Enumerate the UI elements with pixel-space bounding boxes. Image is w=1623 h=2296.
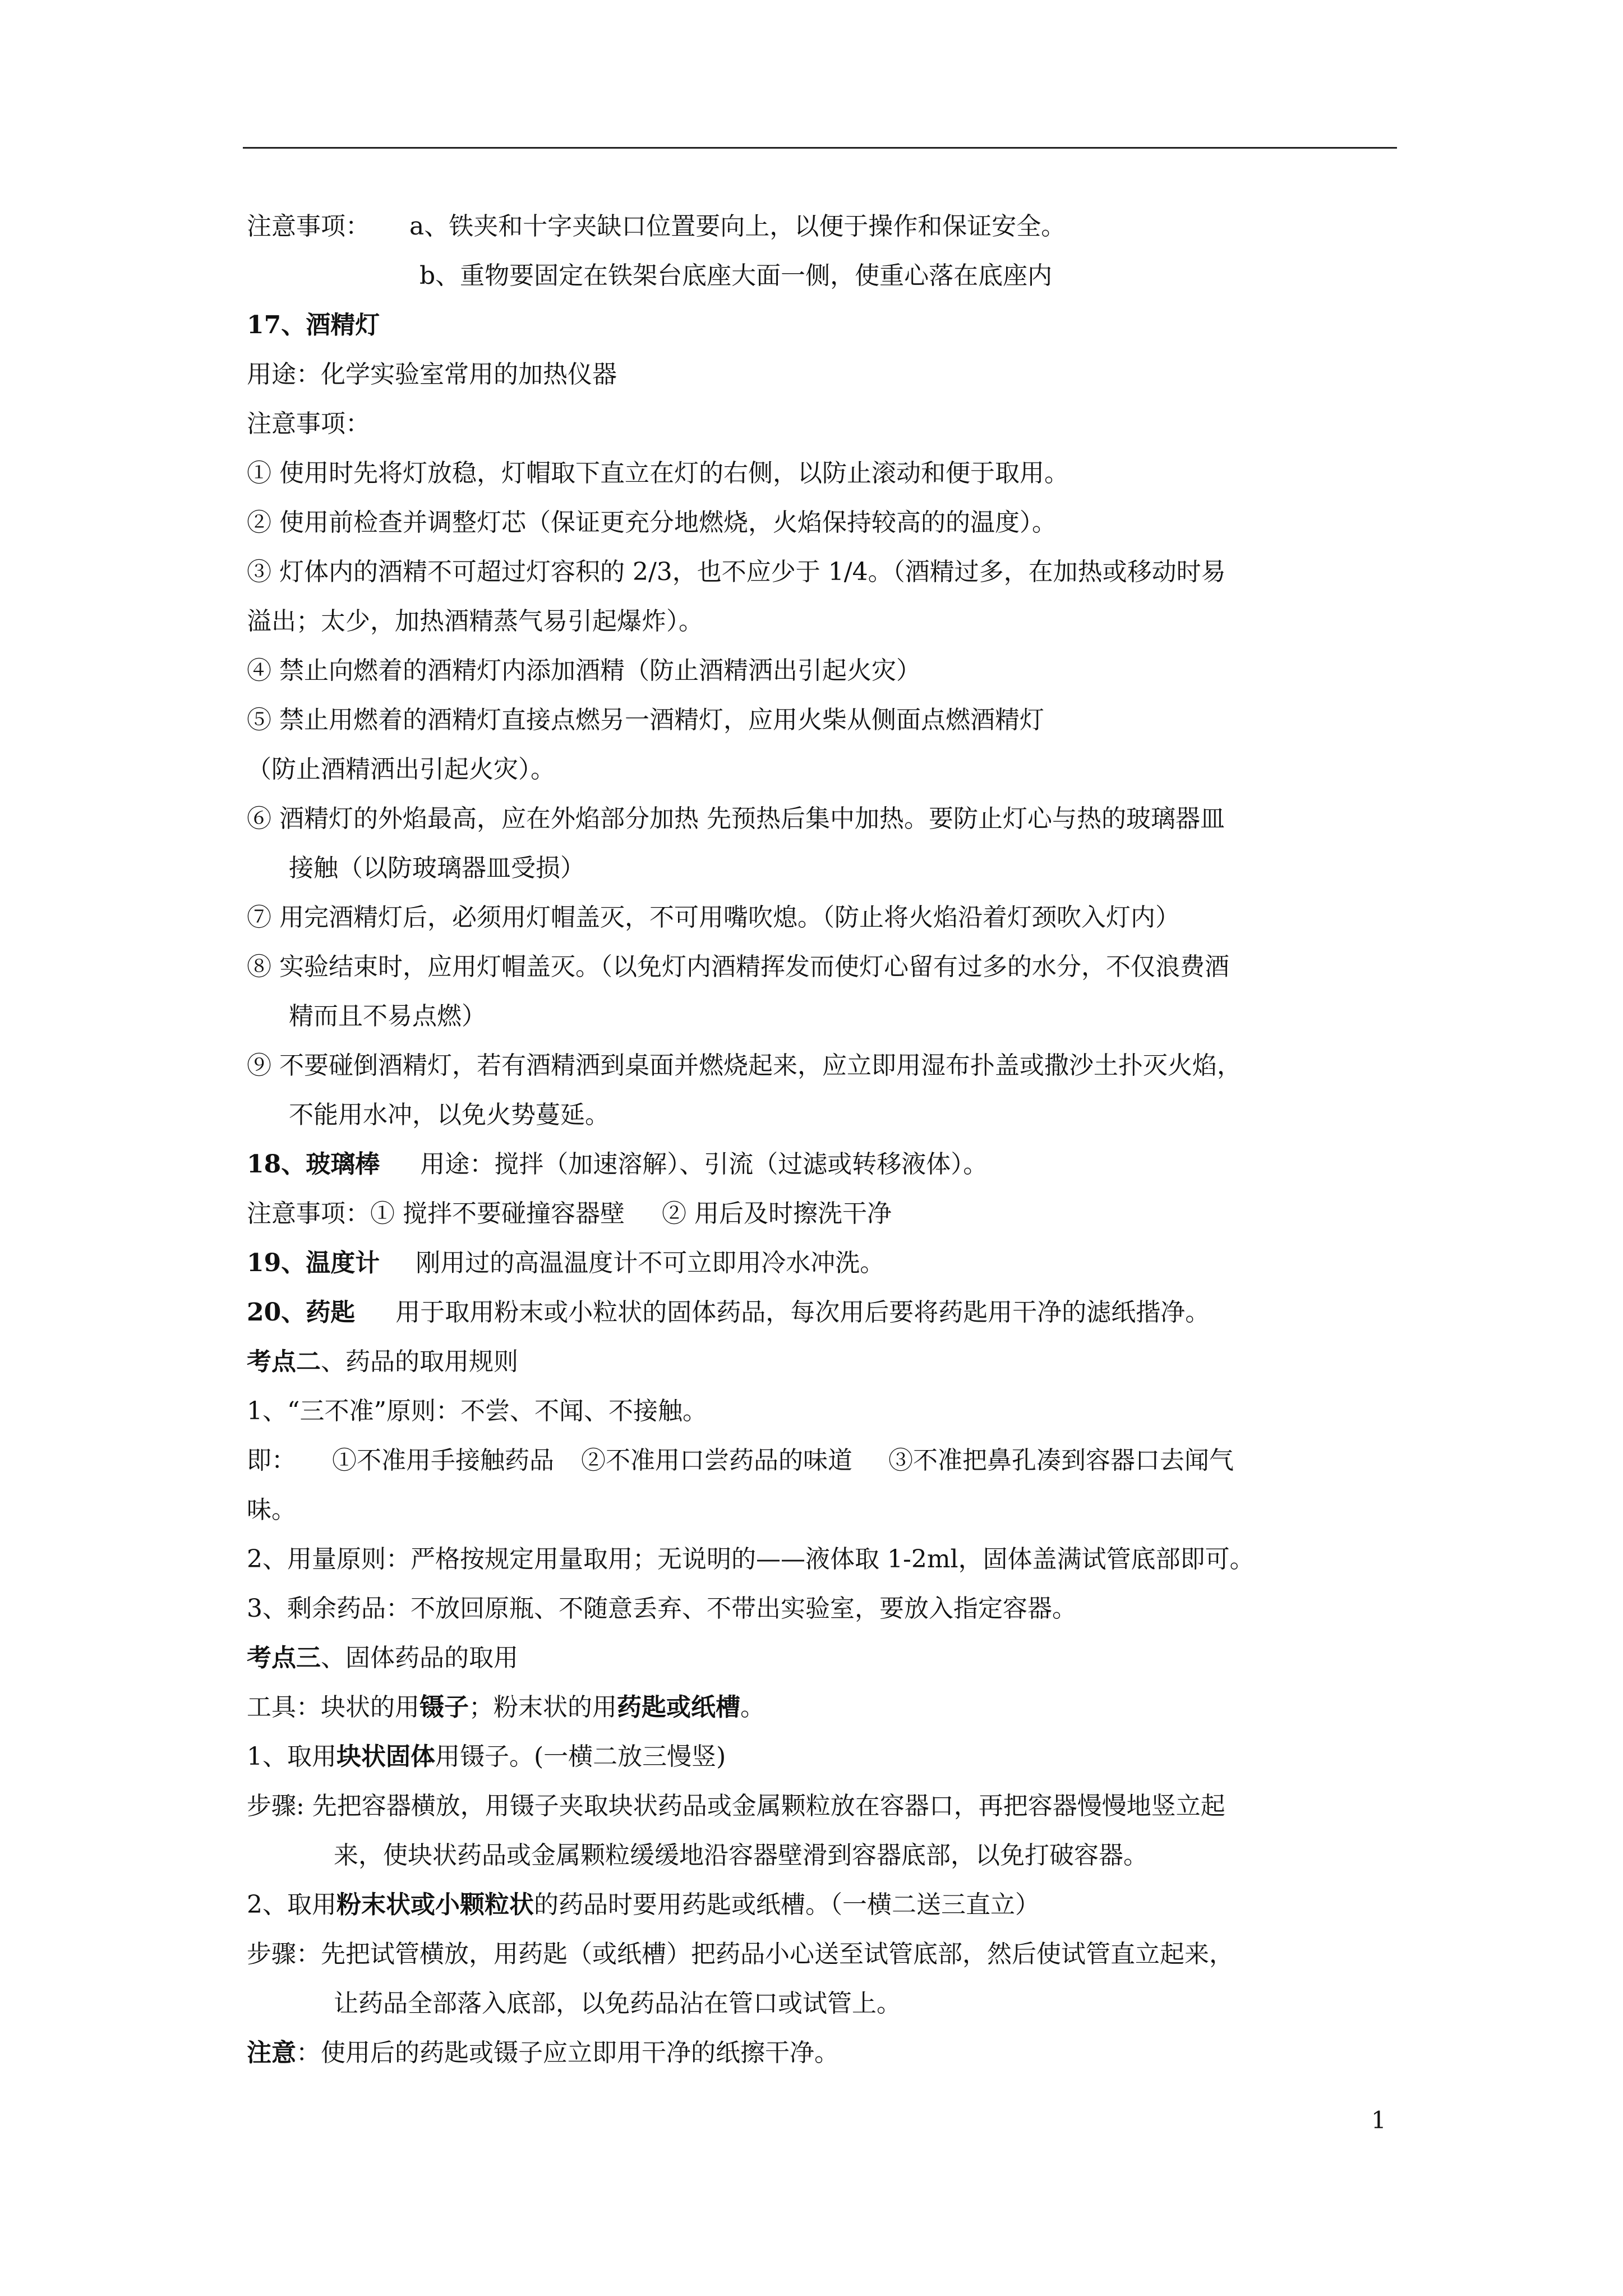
list-item: ④ 禁止向燃着的酒精灯内添加酒精（防止酒精洒出引起火灾） (247, 656, 921, 685)
list-item: ⑥ 酒精灯的外焰最高，应在外焰部分加热 先预热后集中加热。要防止灯心与热的玻璃器皿 (247, 804, 1225, 833)
steps-1: 步骤: 先把容器横放，用镊子夹取块状药品或金属颗粒放在容器口，再把容器慢慢地竖立起 (247, 1792, 1225, 1820)
text-run-bold: 镊子 (419, 1693, 469, 1722)
list-item-continuation: （防止酒精洒出引起火灾）。 (247, 755, 555, 784)
detail-item: ①不准用手接触药品 (332, 1446, 554, 1475)
iron-stand-note-b (419, 259, 1575, 293)
rule-2: 2、用量原则：严格按规定用量取用；无说明的——液体取 1-2ml，固体盖满试管底部即可。 (247, 1545, 1255, 1573)
alcohol-lamp-use: 用途：化学实验室常用的加热仪器 (247, 360, 617, 389)
notes-label: 注意事项： (247, 1199, 370, 1228)
iron-stand-note-a (247, 210, 1402, 243)
glass-rod-use: 用途：搅拌（加速溶解）、引流（过滤或转移液体）。 (420, 1150, 988, 1179)
list-item: ⑨ 不要碰倒酒精灯，若有酒精洒到桌面并燃烧起来，应立即用湿布扑盖或撒沙土扑灭火焰， (247, 1051, 1242, 1080)
note-text: b、重物要固定在铁架台底座大面一侧，使重心落在底座内 (419, 261, 1053, 290)
list-item: ⑧ 实验结束时，应用灯帽盖灭。（以免灯内酒精挥发而使灯心留有过多的水分，不仅浪费酒 (247, 953, 1229, 981)
text-run-bold: 块状固体 (336, 1742, 435, 1771)
item-1 (247, 1740, 1402, 1774)
section-heading-point2 (247, 1345, 1402, 1379)
note-item: ① 搅拌不要碰撞容器壁 (370, 1199, 625, 1228)
list-item: ③ 灯体内的酒精不可超过灯容积的 2/3，也不应少于 1/4。（酒精过多，在加热或移动时易 (247, 558, 1226, 586)
section-heading-spoon: 20、药匙 (247, 1298, 356, 1327)
note-text: a、铁夹和十字夹缺口位置要向上，以便于操作和保证安全。 (409, 212, 1066, 241)
text-run: 。 (740, 1693, 765, 1722)
rule-1: 1、“三不准”原则：不尝、不闻、不接触。 (247, 1397, 707, 1425)
final-note (247, 2036, 1402, 2070)
spoon-text: 用于取用粉末或小粒状的固体药品，每次用后要将药匙用干净的滤纸揩净。 (395, 1298, 1210, 1327)
note-label: 注意 (247, 2039, 296, 2067)
list-item-continuation: 溢出；太少，加热酒精蒸气易引起爆炸）。 (247, 607, 703, 636)
heading-rest: 、药品的取用规则 (321, 1347, 518, 1376)
page-number: 1 (1371, 2106, 1386, 2134)
list-item: ⑦ 用完酒精灯后，必须用灯帽盖灭，不可用嘴吹熄。（防止将火焰沿着灯颈吹入灯内） (247, 903, 1180, 932)
glass-rod-notes (247, 1197, 1402, 1231)
note-text: ：使用后的药匙或镊子应立即用干净的纸擦干净。 (296, 2039, 839, 2067)
tools-line (247, 1691, 1402, 1724)
section-heading-point3 (247, 1641, 1402, 1675)
list-item-continuation: 精而且不易点燃） (289, 1002, 486, 1030)
section-heading-thermometer: 19、温度计 (247, 1249, 380, 1277)
text-run: 用镊子。(一横二放三慢竖) (435, 1742, 726, 1771)
list-item: ② 使用前检查并调整灯芯（保证更充分地燃烧，火焰保持较高的的温度）。 (247, 508, 1057, 537)
text-run: ；粉末状的用 (469, 1693, 617, 1722)
heading-rest: 、固体药品的取用 (321, 1644, 518, 1672)
alcohol-lamp-notes-label: 注意事项： (247, 409, 370, 438)
item-2 (247, 1888, 1402, 1922)
steps-2-continuation: 让药品全部落入底部，以免药品沾在管口或试管上。 (334, 1989, 901, 2018)
text-run: 2、取用 (247, 1890, 336, 1919)
list-item-continuation: 不能用水冲，以免火势蔓延。 (289, 1101, 610, 1129)
text-run-bold: 粉末状或小颗粒状 (336, 1890, 534, 1919)
heading-bold: 考点二 (247, 1347, 321, 1376)
thermometer-text: 刚用过的高温温度计不可立即用冷水冲洗。 (416, 1249, 885, 1277)
spoon-line (247, 1296, 1402, 1329)
glass-rod-line (247, 1148, 1402, 1181)
rule-3: 3、剩余药品：不放回原瓶、不随意丢弃、不带出实验室，要放入指定容器。 (247, 1594, 1077, 1623)
list-item-continuation: 接触（以防玻璃器皿受损） (289, 854, 585, 882)
steps-1-continuation: 来，使块状药品或金属颗粒缓缓地沿容器壁滑到容器底部，以免打破容器。 (334, 1841, 1148, 1870)
detail-item: ②不准用口尝药品的味道 (581, 1446, 852, 1475)
note-item: ② 用后及时擦洗干净 (662, 1199, 892, 1228)
list-item: ⑤ 禁止用燃着的酒精灯直接点燃另一酒精灯，应用火柴从侧面点燃酒精灯 (247, 706, 1044, 734)
header-rule (243, 147, 1397, 149)
section-heading-glass-rod: 18、玻璃棒 (247, 1150, 380, 1179)
list-item: ① 使用时先将灯放稳，灯帽取下直立在灯的右侧，以防止滚动和便于取用。 (247, 459, 1069, 487)
rule-1-detail (247, 1444, 1402, 1478)
section-heading-alcohol-lamp: 17、酒精灯 (247, 311, 380, 339)
thermometer-line (247, 1246, 1402, 1280)
text-run-bold: 药匙或纸槽 (617, 1693, 740, 1722)
detail-label: 即： (247, 1446, 296, 1475)
text-run: 工具：块状的用 (247, 1693, 419, 1722)
text-run: 的药品时要用药匙或纸槽。（一横二送三直立） (534, 1890, 1040, 1919)
steps-2: 步骤：先把试管横放，用药匙（或纸槽）把药品小心送至试管底部，然后使试管直立起来， (247, 1940, 1234, 1968)
detail-item: ③不准把鼻孔凑到容器口去闻气 (888, 1446, 1234, 1475)
notes-label: 注意事项： (247, 212, 370, 241)
heading-bold: 考点三 (247, 1644, 321, 1672)
text-run: 1、取用 (247, 1742, 336, 1771)
rule-1-detail-end: 味。 (247, 1496, 296, 1524)
